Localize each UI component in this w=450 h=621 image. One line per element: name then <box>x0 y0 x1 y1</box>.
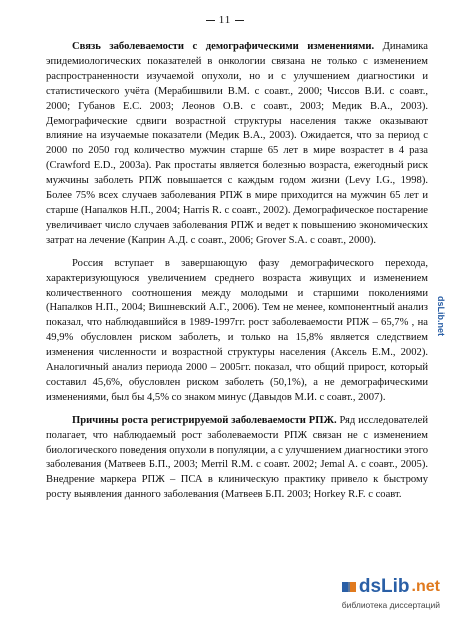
paragraph-russia <box>46 257 428 406</box>
paragraph-text: Россия вступает в завершающую фазу демографического перехода, характеризующуюся увеличением среднего возраста живущих и изменением количественного соотношения между молодыми и старшими поколениями (Напалков Н.П., 2004; Вишневский А.Г., 2006). Тем не менее, компонентный анализ показал, что наблюдавшийся в 1989-1997гг. рост заболеваемости РПЖ – 65,7% , на 49,9% обусловлен риском заболеть, и только на 15,8% является следствием изменения численности и возрастной структуры населения (Аксель Е.М., 2002). Аналогичный анализ периода 2000 – 2005гг. показал, что общий прирост, который составил 45,6%, обусловлен риском заболеть (50,1%), а не демографическими изменениями, был бы 4,5% со знаком минус (Давыдов М.И. с соавт., 2007). <box>46 257 428 403</box>
paragraph-demographics <box>46 40 428 249</box>
paragraph-text: Динамика эпидемиологических показателей в онкологии связана не только с изменением распространенности изучаемой опухоли, но и с улучшением диагностики и статистического учёта (Мерабишвили В.М. с соавт., 2000; Чиссов В.И. с соавт., 2000; Губанов Е.С. 2003; Леонов О.В. с соавт., 2003; Медик В.А., 2003). Демографические сдвиги возрастной структуры населения также оказывают влияние на изучаемые показатели (Медик В.А., 2003). Ожидается, что за период с 2000 по 2050 год количество мужчин старше 65 лет в мире возрастет в 4 раза (Crawford E.D., 2003a). Рак простаты является болезнью возраста, ежегодный риск мужчины заболеть РПЖ повышается с каждым годом жизни (Levy I.G., 1998). Более 75% всех случаев заболевания РПЖ в мире приходится на мужчин 65 лет и старше (Напалков Н.П., 2004; Harris R. с соавт., 2002). Демографическое постарение увеличивает число случаев заболевания РПЖ и ведет к повышению экономических затрат на лечение (Каприн А.Д. с соавт., 2006; Grover S.A. с соавт., 2000). <box>46 41 428 246</box>
watermark-caption: библиотека диссертаций <box>341 600 440 610</box>
section-heading-demographics: Связь заболеваемости с демографическими изменениями. <box>72 41 375 52</box>
page-number-dash-right <box>235 20 244 21</box>
paragraph-causes <box>46 414 428 503</box>
paragraph-text: Ряд исследователей полагает, что наблюдаемый рост заболеваемости РПЖ связан не с изменением биологического поведения опухоли в популяции, а с улучшением диагностики этого заболевания (Матвеев Б.П., 2003; Merril R.M. с соавт. 2002; Jemal A. с соавт., 2005). Внедрение маркера РПЖ – ПСА в клиническую практику привело к быстрому росту выявления данного заболевания (Матвеев Б.П. 2003; Horkey R.F. с соавт. <box>46 414 428 501</box>
page-number-dash-left <box>206 20 215 21</box>
watermark-logo-tld: .net <box>411 578 440 595</box>
watermark-logo-main: dsLib <box>358 576 410 597</box>
site-watermark[interactable] <box>330 575 440 615</box>
watermark-logo <box>341 575 440 599</box>
side-watermark: dsLib.net <box>436 296 446 336</box>
book-icon <box>341 579 357 595</box>
document-body <box>46 40 428 503</box>
page-number-value: 11 <box>218 14 232 26</box>
page-number <box>0 14 450 26</box>
section-heading-causes: Причины роста регистрируемой заболеваемости РПЖ. <box>72 414 337 426</box>
